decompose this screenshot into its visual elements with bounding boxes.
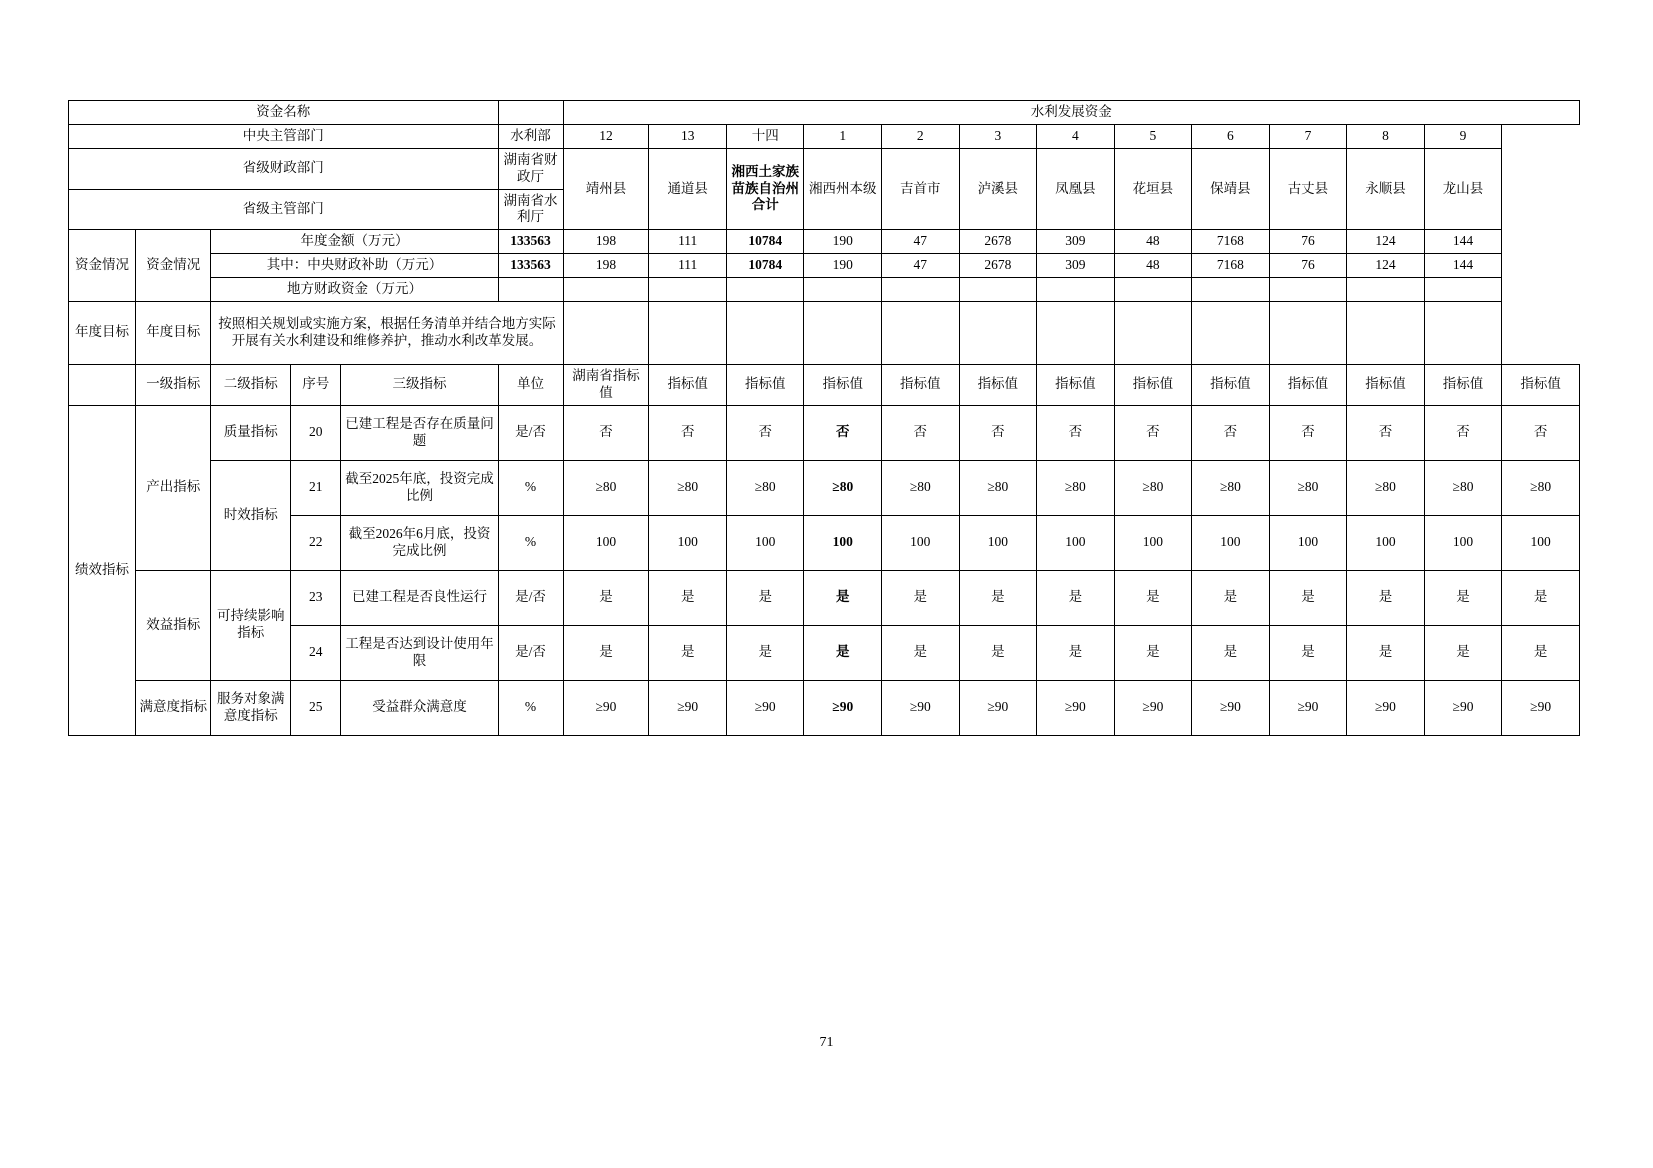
table-row-indicator-22 (69, 515, 1580, 570)
fund-cell (726, 278, 804, 302)
fund-name-value: 水利发展资金 (563, 101, 1579, 125)
goal-blank-cell (959, 301, 1037, 364)
column-number: 9 (1424, 124, 1502, 148)
indicator-seq: 24 (291, 625, 341, 680)
fund-cell (959, 278, 1037, 302)
indicator-value: 否 (959, 405, 1037, 460)
fund-cell (1192, 278, 1270, 302)
fund-cell (563, 278, 649, 302)
fund-cell: 47 (882, 230, 960, 254)
indicator-level1: 效益指标 (136, 570, 211, 680)
column-region-name: 泸溪县 (959, 148, 1037, 230)
indicator-value: 是 (1269, 570, 1347, 625)
performance-section-label: 绩效指标 (69, 405, 136, 735)
indicator-seq: 21 (291, 460, 341, 515)
indicator-value: ≥80 (1114, 460, 1192, 515)
indicator-value: 100 (726, 515, 804, 570)
fund-cell: 198 (563, 230, 649, 254)
indicator-value: ≥90 (1424, 680, 1502, 735)
indicator-value: ≥90 (1114, 680, 1192, 735)
indicator-value: 否 (1424, 405, 1502, 460)
fund-cell: 144 (1424, 254, 1502, 278)
indicator-value: ≥90 (1037, 680, 1115, 735)
indicator-value: 是 (649, 625, 727, 680)
indicator-value: ≥80 (959, 460, 1037, 515)
goal-blank-cell (1424, 301, 1502, 364)
indicator-header-value: 指标值 (649, 364, 727, 405)
indicator-header-seq: 序号 (291, 364, 341, 405)
indicator-value: ≥90 (804, 680, 882, 735)
indicator-value: ≥90 (1269, 680, 1347, 735)
indicator-seq: 25 (291, 680, 341, 735)
fund-cell (1424, 278, 1502, 302)
indicator-value: 是 (1114, 625, 1192, 680)
fund-cell: 76 (1269, 230, 1347, 254)
table-row-indicator-20 (69, 405, 1580, 460)
indicator-value: ≥90 (959, 680, 1037, 735)
table-row-central-subsidy (69, 254, 1580, 278)
indicator-value: ≥80 (1192, 460, 1270, 515)
fund-cell (882, 278, 960, 302)
indicator-unit: % (498, 460, 563, 515)
indicator-level3: 受益群众满意度 (341, 680, 498, 735)
goal-blank-cell (1114, 301, 1192, 364)
fund-cell: 10784 (726, 230, 804, 254)
table-row-indicator-21 (69, 460, 1580, 515)
indicator-header-value: 指标值 (1114, 364, 1192, 405)
indicator-level1: 产出指标 (136, 405, 211, 570)
indicator-value: 100 (1424, 515, 1502, 570)
indicator-level3: 截至2026年6月底，投资完成比例 (341, 515, 498, 570)
indicator-header-value: 指标值 (1269, 364, 1347, 405)
indicator-value: ≥90 (649, 680, 727, 735)
indicator-province-value: 是 (563, 625, 649, 680)
indicator-level3: 工程是否达到设计使用年限 (341, 625, 498, 680)
column-region-name: 古丈县 (1269, 148, 1347, 230)
indicator-value: 100 (1114, 515, 1192, 570)
fund-cell (1114, 278, 1192, 302)
fund-cell: 190 (804, 254, 882, 278)
indicator-value: 是 (1269, 625, 1347, 680)
column-number: 2 (882, 124, 960, 148)
indicator-header-level3: 三级指标 (341, 364, 498, 405)
fund-cell: 144 (1424, 230, 1502, 254)
indicator-unit: % (498, 515, 563, 570)
column-region-name: 通道县 (649, 148, 727, 230)
indicator-header-province: 湖南省指标值 (563, 364, 649, 405)
indicator-value: 是 (1192, 625, 1270, 680)
fund-cell: 48 (1114, 254, 1192, 278)
indicator-header-value: 指标值 (959, 364, 1037, 405)
indicator-value: 100 (649, 515, 727, 570)
indicator-unit: 是/否 (498, 405, 563, 460)
indicator-value: 是 (1502, 625, 1580, 680)
indicator-value: 100 (804, 515, 882, 570)
indicator-value: ≥80 (726, 460, 804, 515)
indicator-header-value: 指标值 (1424, 364, 1502, 405)
indicator-value: 是 (1502, 570, 1580, 625)
section-sublabel-fund: 资金情况 (136, 230, 211, 302)
indicator-value: 是 (959, 625, 1037, 680)
fund-row-label: 年度金额（万元） (211, 230, 498, 254)
section-label-goal: 年度目标 (69, 301, 136, 364)
indicator-value: 是 (1424, 625, 1502, 680)
column-number: 4 (1037, 124, 1115, 148)
indicator-value: ≥80 (1424, 460, 1502, 515)
indicator-header-value: 指标值 (882, 364, 960, 405)
indicator-value: 100 (1269, 515, 1347, 570)
fund-cell: 48 (1114, 230, 1192, 254)
indicator-level3: 已建工程是否良性运行 (341, 570, 498, 625)
indicator-header-value: 指标值 (1192, 364, 1270, 405)
goal-blank-cell (1037, 301, 1115, 364)
table-row-indicator-header (69, 364, 1580, 405)
indicator-unit: % (498, 680, 563, 735)
indicator-province-value: ≥80 (563, 460, 649, 515)
indicator-value: 否 (1347, 405, 1425, 460)
table-row-annual-goal (69, 301, 1580, 364)
fund-cell: 111 (649, 254, 727, 278)
indicator-header-value: 指标值 (1347, 364, 1425, 405)
goal-blank-cell (1269, 301, 1347, 364)
indicator-value: ≥90 (882, 680, 960, 735)
indicator-value: 否 (649, 405, 727, 460)
indicator-value: 否 (1114, 405, 1192, 460)
fund-row-label: 地方财政资金（万元） (211, 278, 498, 302)
indicator-seq: 23 (291, 570, 341, 625)
indicator-value: 否 (804, 405, 882, 460)
indicator-unit: 是/否 (498, 625, 563, 680)
fund-cell (649, 278, 727, 302)
indicator-value: 是 (726, 570, 804, 625)
indicator-value: ≥90 (726, 680, 804, 735)
indicator-value: ≥80 (882, 460, 960, 515)
table-row-fund-name (69, 101, 1580, 125)
table-row-prov-finance (69, 148, 1580, 189)
column-region-name: 凤凰县 (1037, 148, 1115, 230)
fund-cell: 124 (1347, 254, 1425, 278)
indicator-value: 是 (804, 625, 882, 680)
fund-cell: 2678 (959, 254, 1037, 278)
fund-cell: 47 (882, 254, 960, 278)
indicator-value: 100 (1037, 515, 1115, 570)
column-region-name: 吉首市 (882, 148, 960, 230)
fund-cell: 124 (1347, 230, 1425, 254)
indicator-level2: 服务对象满意度指标 (211, 680, 291, 735)
indicator-value: 否 (882, 405, 960, 460)
fund-cell: 10784 (726, 254, 804, 278)
indicator-value: 100 (959, 515, 1037, 570)
indicator-value: ≥80 (804, 460, 882, 515)
column-region-name: 靖州县 (563, 148, 649, 230)
column-region-name: 保靖县 (1192, 148, 1270, 230)
table-row-indicator-23 (69, 570, 1580, 625)
indicator-seq: 22 (291, 515, 341, 570)
indicator-unit: 是/否 (498, 570, 563, 625)
column-number: 12 (563, 124, 649, 148)
column-number: 8 (1347, 124, 1425, 148)
fund-row-province-value (498, 278, 563, 302)
indicator-header-blank (69, 364, 136, 405)
indicator-seq: 20 (291, 405, 341, 460)
indicator-value: 是 (882, 625, 960, 680)
fund-cell: 309 (1037, 230, 1115, 254)
indicator-value: 是 (649, 570, 727, 625)
indicator-value: 否 (1192, 405, 1270, 460)
indicator-value: 否 (1502, 405, 1580, 460)
goal-blank-cell (1347, 301, 1425, 364)
page-number: 71 (819, 1035, 834, 1050)
fund-cell: 7168 (1192, 254, 1270, 278)
goal-blank-cell (726, 301, 804, 364)
indicator-province-value: ≥90 (563, 680, 649, 735)
indicator-value: 是 (1037, 625, 1115, 680)
section-sublabel-goal: 年度目标 (136, 301, 211, 364)
indicator-value: 否 (1037, 405, 1115, 460)
indicator-value: ≥80 (1269, 460, 1347, 515)
indicator-value: 否 (726, 405, 804, 460)
fund-cell: 190 (804, 230, 882, 254)
indicator-value: ≥80 (1502, 460, 1580, 515)
indicator-value: 是 (1037, 570, 1115, 625)
fund-cell (1347, 278, 1425, 302)
indicator-value: 100 (1502, 515, 1580, 570)
prov-dept-label: 省级主管部门 (69, 189, 499, 230)
prov-finance-value: 湖南省财政厅 (498, 148, 563, 189)
fund-row-province-value: 133563 (498, 230, 563, 254)
column-region-name: 湘西土家族苗族自治州合计 (726, 148, 804, 230)
indicator-level2: 质量指标 (211, 405, 291, 460)
indicator-value: 是 (1192, 570, 1270, 625)
fund-cell: 7168 (1192, 230, 1270, 254)
column-region-name: 花垣县 (1114, 148, 1192, 230)
column-number: 十四 (726, 124, 804, 148)
fund-cell: 76 (1269, 254, 1347, 278)
fund-cell (1269, 278, 1347, 302)
indicator-value: ≥90 (1502, 680, 1580, 735)
prov-dept-value: 湖南省水利厅 (498, 189, 563, 230)
indicator-level3: 截至2025年底，投资完成比例 (341, 460, 498, 515)
indicator-value: 是 (1424, 570, 1502, 625)
table-row-central-dept (69, 124, 1580, 148)
indicator-value: 是 (882, 570, 960, 625)
indicator-province-value: 100 (563, 515, 649, 570)
column-number: 1 (804, 124, 882, 148)
indicator-province-value: 是 (563, 570, 649, 625)
indicator-value: ≥80 (649, 460, 727, 515)
fund-cell: 309 (1037, 254, 1115, 278)
indicator-value: 是 (1347, 570, 1425, 625)
indicator-header-unit: 单位 (498, 364, 563, 405)
indicator-value: ≥80 (1347, 460, 1425, 515)
goal-blank-cell (563, 301, 649, 364)
central-dept-value: 水利部 (498, 124, 563, 148)
prov-finance-label: 省级财政部门 (69, 148, 499, 189)
indicator-value: 是 (959, 570, 1037, 625)
indicator-header-value: 指标值 (1502, 364, 1580, 405)
indicator-level3: 已建工程是否存在质量问题 (341, 405, 498, 460)
table-row-annual-amount (69, 230, 1580, 254)
section-label-fund: 资金情况 (69, 230, 136, 302)
table-row-indicator-24 (69, 625, 1580, 680)
indicator-header-level2: 二级指标 (211, 364, 291, 405)
fund-row-label: 其中：中央财政补助（万元） (211, 254, 498, 278)
indicator-value: 100 (1192, 515, 1270, 570)
column-number: 6 (1192, 124, 1270, 148)
indicator-level1: 满意度指标 (136, 680, 211, 735)
column-number: 13 (649, 124, 727, 148)
indicator-value: 100 (882, 515, 960, 570)
column-region-name: 湘西州本级 (804, 148, 882, 230)
indicator-level2: 可持续影响指标 (211, 570, 291, 680)
fund-name-label: 资金名称 (69, 101, 499, 125)
column-number: 3 (959, 124, 1037, 148)
indicator-header-value: 指标值 (1037, 364, 1115, 405)
indicator-value: 否 (1269, 405, 1347, 460)
goal-blank-cell (649, 301, 727, 364)
annual-goal-text: 按照相关规划或实施方案，根据任务清单并结合地方实际开展有关水利建设和维修养护，推动水利改革发展。 (211, 301, 563, 364)
indicator-value: 是 (1114, 570, 1192, 625)
indicator-header-level1: 一级指标 (136, 364, 211, 405)
budget-performance-table (68, 100, 1580, 736)
indicator-value: 是 (726, 625, 804, 680)
indicator-value: ≥90 (1192, 680, 1270, 735)
fund-name-blank (498, 101, 563, 125)
indicator-value: 是 (804, 570, 882, 625)
indicator-level2: 时效指标 (211, 460, 291, 570)
goal-blank-cell (804, 301, 882, 364)
fund-cell (804, 278, 882, 302)
indicator-value: 是 (1347, 625, 1425, 680)
column-region-name: 永顺县 (1347, 148, 1425, 230)
indicator-header-value: 指标值 (804, 364, 882, 405)
fund-cell: 198 (563, 254, 649, 278)
column-number: 7 (1269, 124, 1347, 148)
fund-cell: 111 (649, 230, 727, 254)
fund-cell: 2678 (959, 230, 1037, 254)
table-row-indicator-25 (69, 680, 1580, 735)
indicator-value: 100 (1347, 515, 1425, 570)
indicator-value: ≥90 (1347, 680, 1425, 735)
central-dept-label: 中央主管部门 (69, 124, 499, 148)
indicator-value: ≥80 (1037, 460, 1115, 515)
goal-blank-cell (1192, 301, 1270, 364)
column-region-name: 龙山县 (1424, 148, 1502, 230)
goal-blank-cell (882, 301, 960, 364)
fund-row-province-value: 133563 (498, 254, 563, 278)
table-row-local-fund (69, 278, 1580, 302)
fund-cell (1037, 278, 1115, 302)
column-number: 5 (1114, 124, 1192, 148)
indicator-province-value: 否 (563, 405, 649, 460)
indicator-header-value: 指标值 (726, 364, 804, 405)
